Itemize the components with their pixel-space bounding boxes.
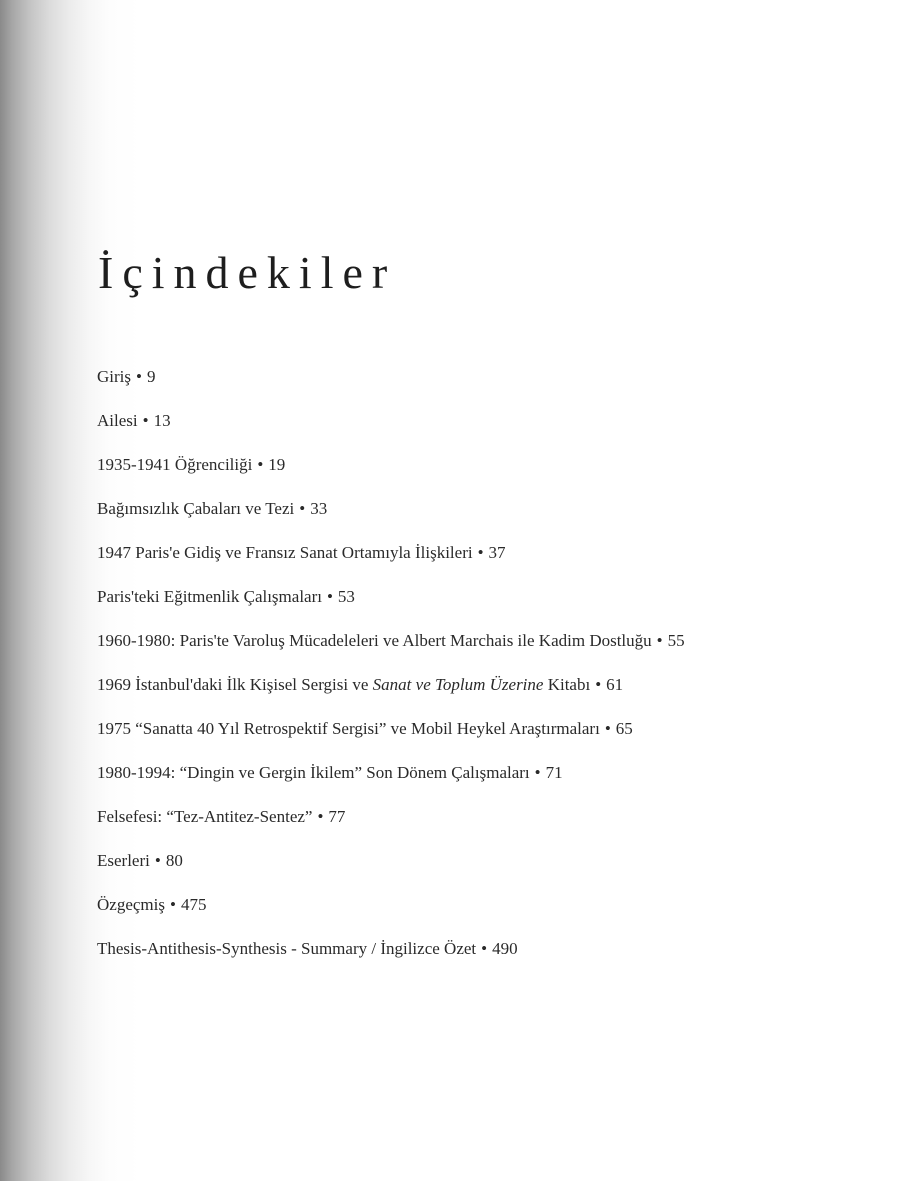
bullet-separator: •: [326, 587, 333, 606]
toc-entry-page: 53: [337, 587, 355, 606]
bullet-separator: •: [595, 675, 602, 694]
toc-entry-title: 1960-1980: Paris'te Varoluş Mücadeleleri ve Albert Marchais ile Kadim Dostluğu: [97, 631, 652, 650]
toc-entry-page: 61: [606, 675, 624, 694]
toc-entry-title: 1947 Paris'e Gidiş ve Fransız Sanat Ortamıyla İlişkileri: [97, 543, 473, 562]
toc-entry-title: 1980-1994: “Dingin ve Gergin İkilem” Son Dönem Çalışmaları: [97, 763, 530, 782]
toc-entry-page: 19: [268, 455, 286, 474]
toc-entry-title: Bağımsızlık Çabaları ve Tezi: [97, 499, 295, 518]
toc-entry-title: 1975 “Sanatta 40 Yıl Retrospektif Sergisi” ve Mobil Heykel Araştırmaları: [97, 719, 600, 738]
toc-entry: [97, 586, 685, 608]
toc-entry-title: Paris'teki Eğitmenlik Çalışmaları: [97, 587, 322, 606]
bullet-separator: •: [154, 851, 161, 870]
toc-entry-title: Giriş: [97, 367, 131, 386]
toc-entry-page: 80: [165, 851, 183, 870]
bullet-separator: •: [481, 939, 488, 958]
toc-entry-page: 490: [492, 939, 518, 958]
bullet-separator: •: [656, 631, 663, 650]
toc-entry-page: 71: [545, 763, 563, 782]
toc-entry-page: 13: [153, 411, 171, 430]
toc-entry: [97, 850, 685, 872]
toc-entry-title: 1969 İstanbul'daki İlk Kişisel Sergisi ve: [97, 675, 373, 694]
toc-entry: [97, 938, 685, 960]
toc-entry-title: Felsefesi: “Tez-Antitez-Sentez”: [97, 807, 313, 826]
toc-entry-page: 55: [667, 631, 685, 650]
bullet-separator: •: [477, 543, 484, 562]
toc-entry: [97, 542, 685, 564]
toc-entry-page: 33: [310, 499, 328, 518]
bullet-separator: •: [142, 411, 149, 430]
toc-entry-page: 475: [180, 895, 207, 914]
page-title: İçindekiler: [98, 247, 397, 298]
bullet-separator: •: [317, 807, 324, 826]
toc-entry: [97, 366, 685, 388]
bullet-separator: •: [257, 455, 264, 474]
bullet-separator: •: [299, 499, 306, 518]
toc-entry-title-suffix: Kitabı: [543, 675, 591, 694]
toc-entry-page: 77: [328, 807, 346, 826]
table-of-contents: [97, 366, 685, 982]
bullet-separator: •: [604, 719, 611, 738]
toc-entry-title: Eserleri: [97, 851, 150, 870]
toc-entry-title: Özgeçmiş: [97, 895, 165, 914]
toc-entry: [97, 718, 685, 740]
toc-entry: [97, 762, 685, 784]
toc-entry-page: 37: [488, 543, 506, 562]
bullet-separator: •: [136, 367, 142, 386]
toc-entry-page: 9: [146, 367, 156, 386]
toc-entry-page: 65: [615, 719, 633, 738]
toc-entry: [97, 674, 685, 696]
toc-entry: [97, 454, 685, 476]
toc-entry: [97, 498, 685, 520]
bullet-separator: •: [534, 763, 541, 782]
toc-entry: [97, 894, 685, 916]
toc-entry-book-title: Sanat ve Toplum Üzerine: [372, 675, 544, 694]
toc-entry-title: 1935-1941 Öğrenciliği: [97, 455, 253, 474]
toc-entry: [97, 410, 685, 432]
toc-entry-title: Thesis-Antithesis-Synthesis - Summary / İngilizce Özet: [97, 939, 477, 958]
bullet-separator: •: [169, 895, 176, 914]
toc-entry-title: Ailesi: [97, 411, 138, 430]
toc-entry: [97, 630, 685, 652]
toc-entry: [97, 806, 685, 828]
